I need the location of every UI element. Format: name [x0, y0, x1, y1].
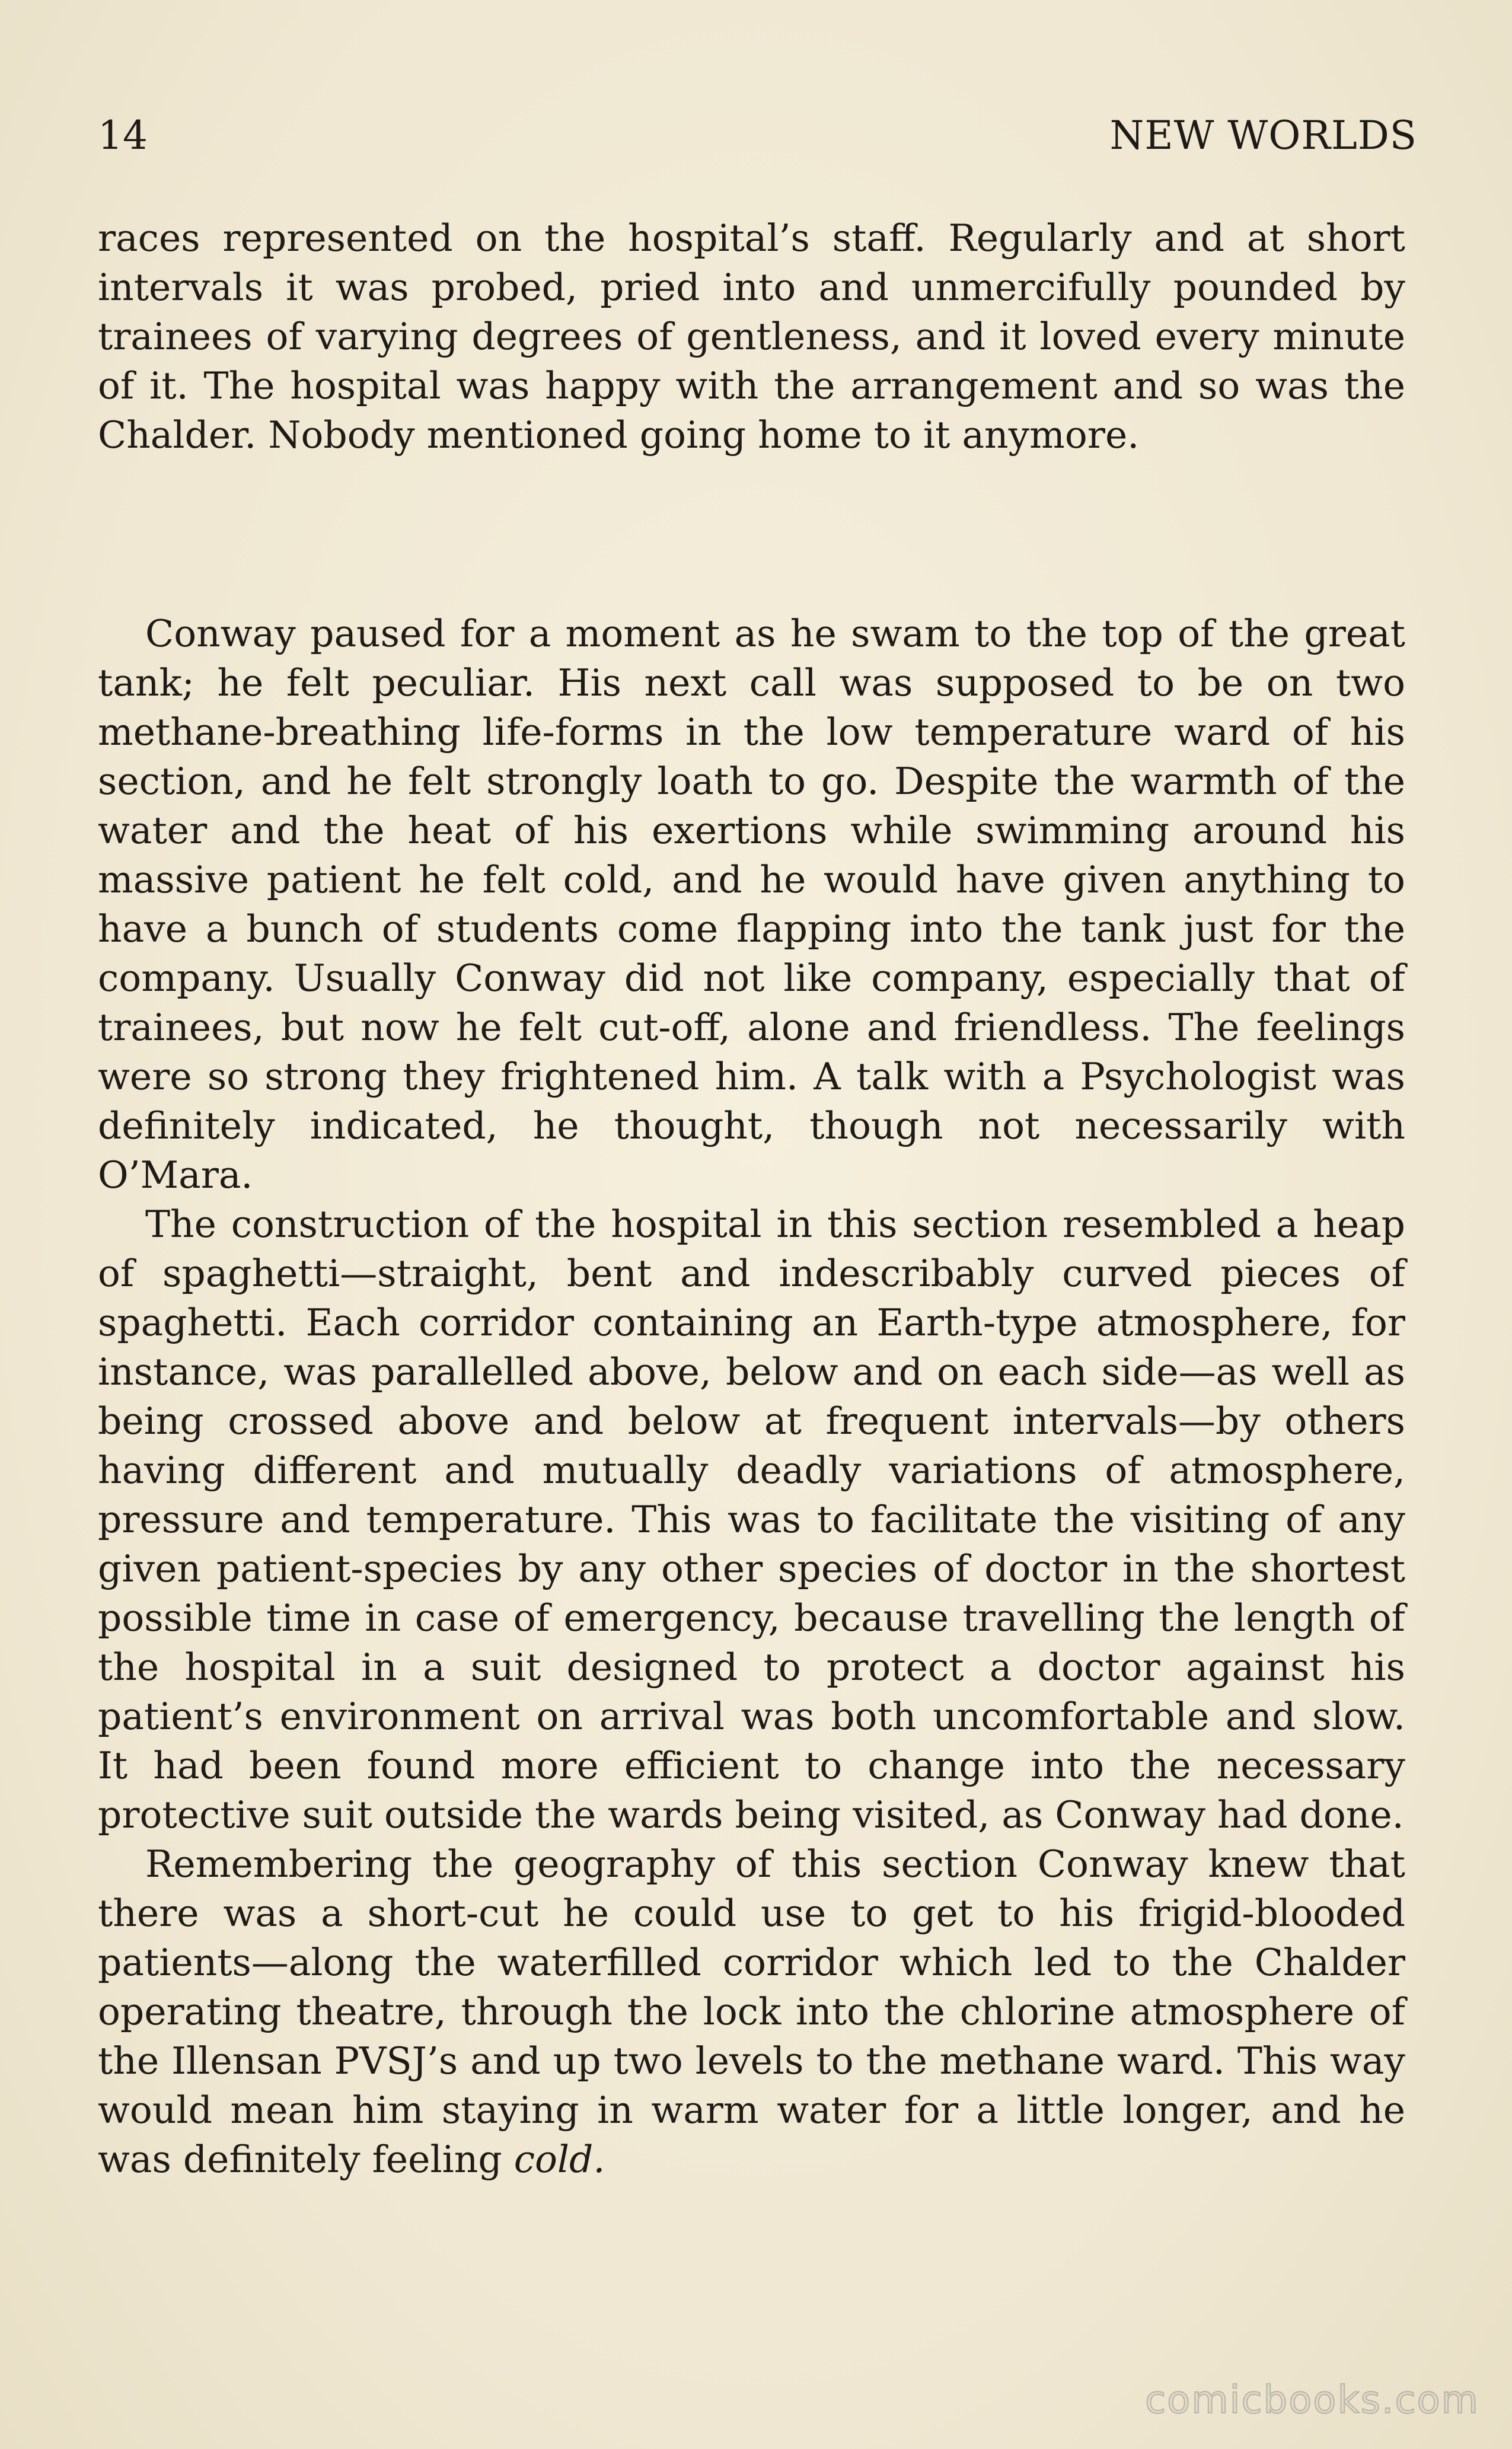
- running-head: [98, 113, 1417, 166]
- paragraph-continued: races represented on the hospital’s staff. Regularly and at short intervals it was probed, pried into and unmercifully pounded by trainees of varying degrees of gentleness, and it loved every minute of it. The hospital was happy with the arrangement and so was the Chalder. Nobody mentioned going home to it anymore.: [98, 216, 1405, 457]
- journal-title: NEW WORLDS: [1109, 113, 1417, 158]
- paragraph-construction: The construction of the hospital in this section resembled a heap of spaghetti—straight, bent and indescribably curved pieces of spaghetti. Each corridor containing an Earth-type atmosphere, for instance, was parallelled above, below and on each side—as well as being crossed above and below at frequent intervals—by others having different and mutually deadly variations of atmosphere, pressure and temperature. This was to facilitate the visiting of any given patient-species by any other species of doctor in the shortest possible time in case of emergency, because travelling the length of the hospital in a suit designed to protect a doctor against his patient’s environment on arrival was both uncomfortable and slow. It had been found more efficient to change into the necessary protective suit outside the wards being visited, as Conway had done.: [98, 1203, 1405, 1836]
- watermark-logo: comicbooks.com: [1144, 2378, 1479, 2422]
- paragraph-remembering-text: Remembering the geography of this section Conway knew that there was a short-cut he could use to get to his frigid-blooded patients—along the waterfilled corridor which led to the Chalder operating theatre, through the lock into the chlorine atmosphere of the Illensan PVSJ’s and up two levels to the methane ward. This way would mean him staying in warm water for a little longer, and he was definitely feeling: [98, 1842, 1405, 2181]
- text-block-continued: [98, 213, 1405, 460]
- paragraph-conway-paused: Conway paused for a moment as he swam to the top of the great tank; he felt peculiar. His next call was supposed to be on two methane-breathing life-forms in the low temperature ward of his section, and he felt strongly loath to go. Despite the warmth of the water and the heat of his exertions while swimming around his massive patient he felt cold, and he would have given anything to have a bunch of students come flapping into the tank just for the company. Usually Conway did not like company, especially that of trainees, but now he felt cut-off, alone and friendless. The feelings were so strong they frightened him. A talk with a Psychologist was definitely indicated, he thought, though not necessarily with O’Mara.: [98, 612, 1405, 1197]
- final-word-italic: cold.: [513, 2138, 605, 2181]
- paragraph-remembering: [98, 1839, 1405, 2184]
- text-block-section: [98, 609, 1405, 2184]
- page-number: 14: [98, 113, 148, 158]
